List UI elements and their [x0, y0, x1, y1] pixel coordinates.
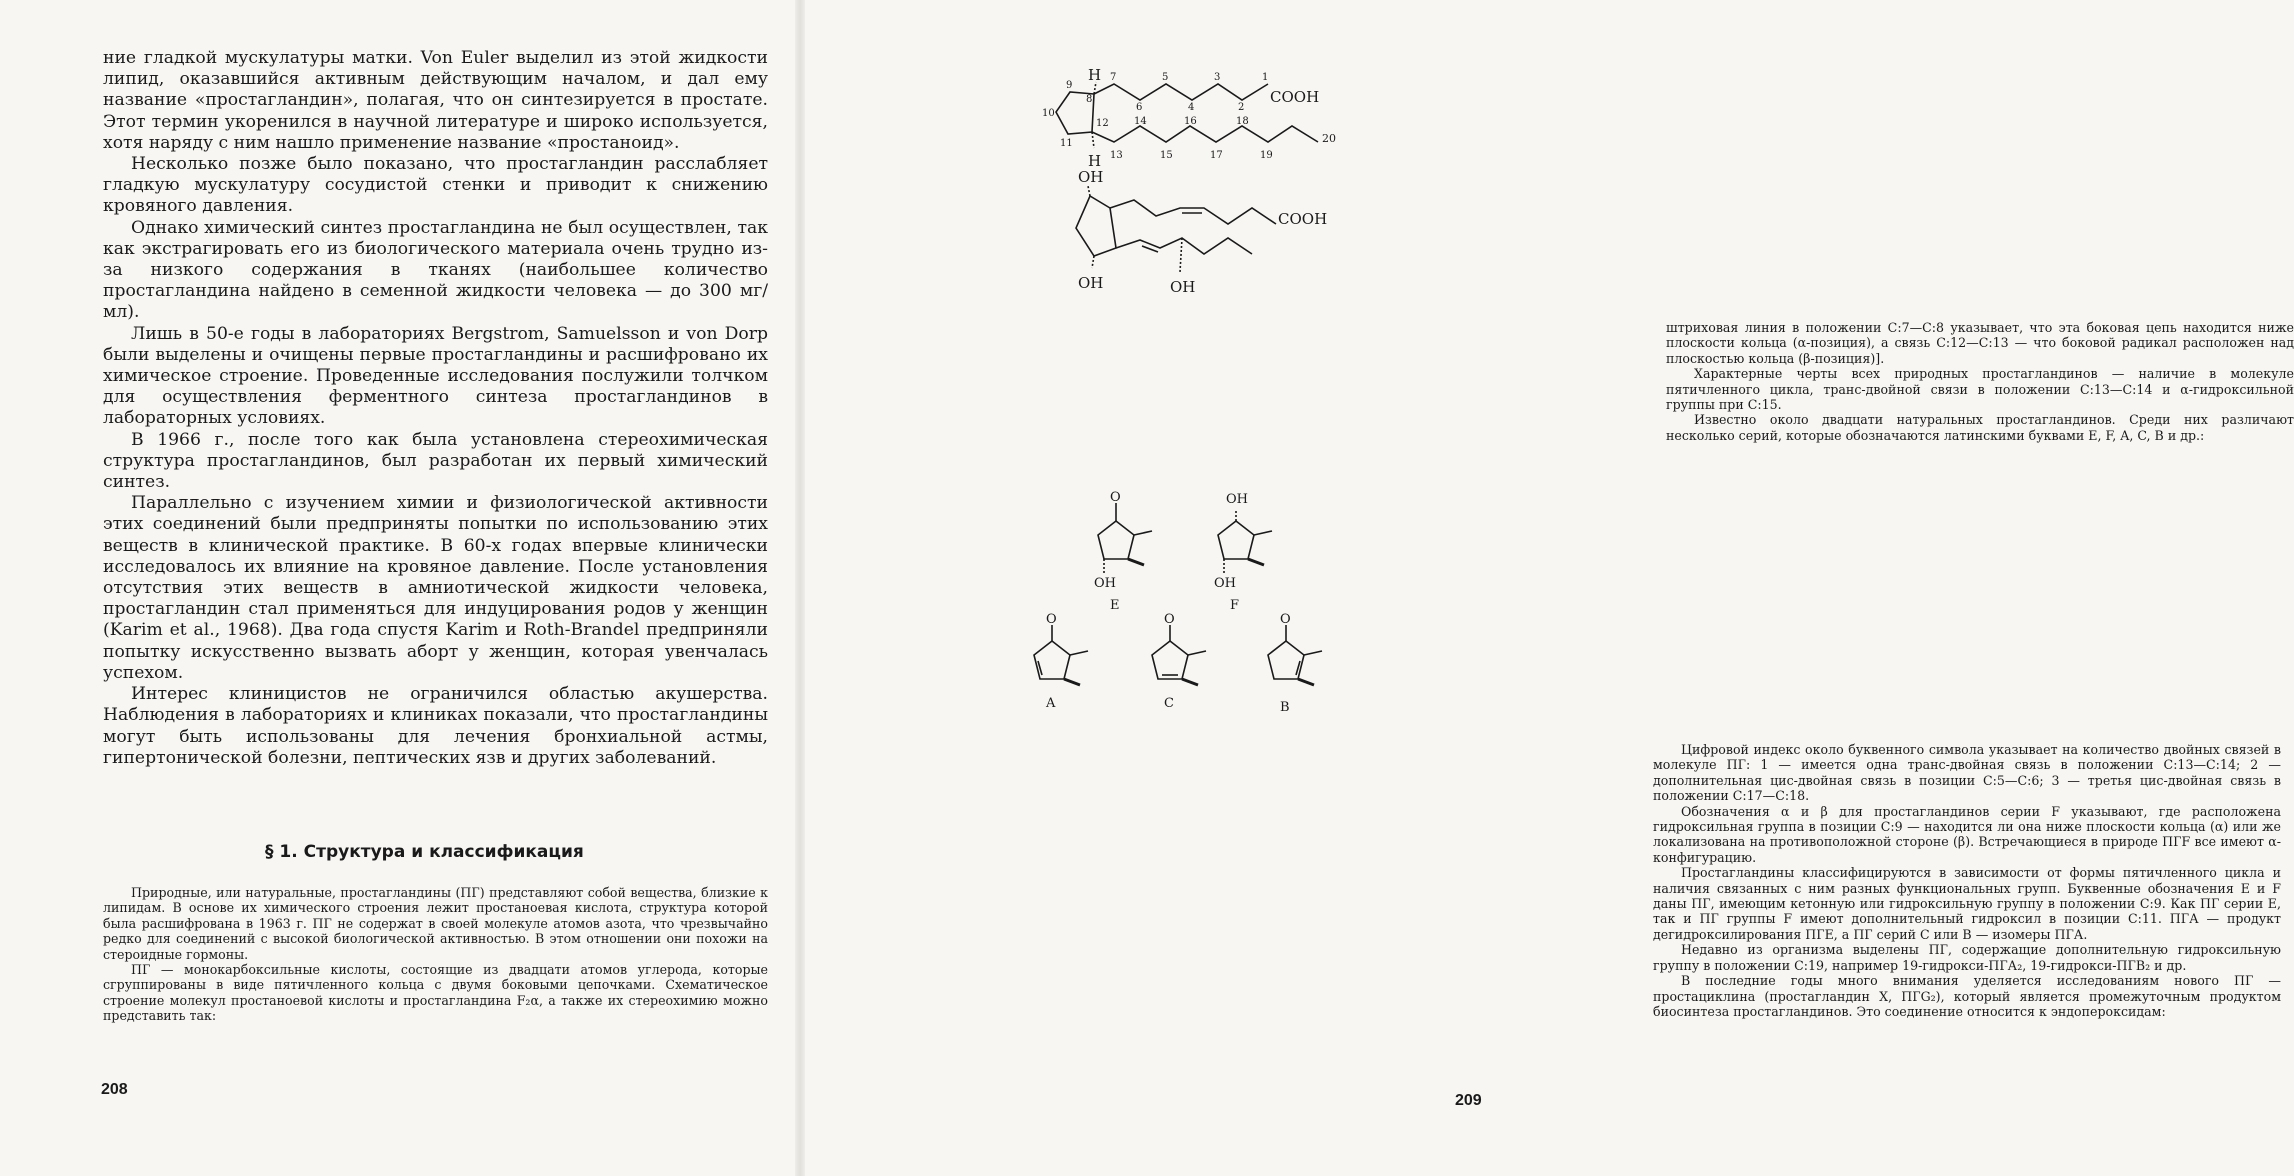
- atom-10: 10: [1042, 108, 1055, 119]
- atom-13: 13: [1110, 150, 1123, 161]
- paragraph-dashed-line: штриховая линия в положении С:7—С:8 указывает, что эта боковая цепь находится ниже плоскости кольца (α-позиция), а связь С:12—С:13 — что боковой радикал расположен над плоскостью кольца (β-позиция)].: [1666, 320, 2294, 366]
- right-page: [800, 0, 2294, 1176]
- paragraph-3: Однако химический синтез простагландина не был осуществлен, так как экстрагировать его из биологического материала очень трудно из-за низкого содержания в тканях (наибольшее количество простагландина найдено в семенной жидкости человека — до 300 мг/мл).: [103, 217, 768, 323]
- text-block-top: [1666, 320, 2294, 443]
- atom-15: 15: [1160, 150, 1173, 161]
- atom-6: 6: [1136, 102, 1143, 113]
- atom-20: 20: [1322, 132, 1336, 145]
- paragraph-features: Характерные черты всех природных простагландинов — наличие в молекуле пятичленного цикла, транс-двойной связи в положении С:13—С:14 и α-гидроксильной группы при С:15.: [1666, 366, 2294, 413]
- atom-4: 4: [1188, 102, 1195, 113]
- atom-19: 19: [1260, 150, 1273, 161]
- paragraph-index: Цифровой индекс около буквенного символа указывает на количество двойных связей в молекуле ПГ: 1 — имеется одна транс-двойная связь в положении С:13—С:14; 2 — дополнительная цис-двойная связь в позиции С:5—С:6; 3 — третья цис-двойная связь в положении С:17—С:18.: [1653, 742, 2281, 804]
- atom-11: 11: [1060, 138, 1073, 149]
- pgf2a-structure: [1030, 168, 1550, 298]
- oh-label-1: OH: [1078, 168, 1104, 186]
- prostaglandin-series-diagram: [1010, 485, 1370, 725]
- paragraph-1: ние гладкой мускулатуры матки. Von Euler выделил из этой жидкости липид, оказавшийся активным действующим началом, и дал ему название «простагландин», полагая, что он синтезируется в простате. Этот термин укоренился в научной литературе и широко используется, хотя наряду с ним нашло применение название «простаноид».: [103, 48, 768, 153]
- atom-14: 14: [1134, 116, 1147, 127]
- paragraph-19-hydroxy: Недавно из организма выделены ПГ, содержащие дополнительную гидроксильную группу в положении С:19, например 19-гидрокси-ПГА₂, 19-гидрокси-ПГВ₂ и др.: [1653, 942, 2281, 973]
- oh-label-e: OH: [1094, 576, 1116, 591]
- o-label-c: O: [1164, 612, 1175, 627]
- oh-label-3: OH: [1170, 278, 1196, 296]
- atom-1: 1: [1262, 72, 1269, 83]
- paragraph-alpha-beta: Обозначения α и β для простагландинов серии F указывают, где расположена гидроксильная группа в позиции С:9 — находится ли она ниже плоскости кольца (α) или же локализована на противоположной стороне (β). Встречающиеся в природе ПГF все имеют α-конфигурацию.: [1653, 803, 2281, 865]
- series-f-label: F: [1230, 598, 1240, 613]
- o-label-e: O: [1110, 490, 1121, 505]
- atom-9: 9: [1066, 80, 1073, 91]
- series-e-label: E: [1110, 598, 1120, 613]
- paragraph-6: Параллельно с изучением химии и физиологической активности этих соединений были предприняты попытки по использованию этих веществ в клинической практике. В 60-х годах впервые клинически исследовалось их влияние на кровяное давление. После установления отсутствия этих веществ в амниотической жидкости человека, простагландин стал применяться для индуцирования родов у женщин (Karim et al., 1968). Два года спустя Karim и Roth-Brandel предприняли попытку искусственно вызвать аборт у женщин, которая увенчалась успехом.: [103, 493, 768, 683]
- small-text-left: [103, 885, 768, 1024]
- atom-5: 5: [1162, 72, 1169, 83]
- page-number-left: 208: [101, 1081, 128, 1098]
- oh-label-f-top: OH: [1226, 492, 1248, 507]
- o-label-a: O: [1046, 612, 1057, 627]
- atom-8: 8: [1086, 94, 1093, 105]
- cooh-label-1: COOH: [1270, 88, 1320, 106]
- small-paragraph-1: Природные, или натуральные, простагландины (ПГ) представляют собой вещества, близкие к липидам. В основе их химического строения лежит простаноевая кислота, структура которой была расшифрована в 1963 г. ПГ не содержат в своей молекуле атомов азота, что чрезвычайно редко для соединений с высокой биологической активностью. В этом отношении они похожи на стероидные гормоны.: [103, 885, 768, 962]
- o-label-b: O: [1280, 612, 1291, 627]
- page-number-right: 209: [1455, 1092, 1482, 1109]
- paragraph-4: Лишь в 50-е годы в лабораториях Bergstrom, Samuelsson и von Dorp были выделены и очищены первые простагландины и расшифровано их химическое строение. Проведенные исследования послужили толчком для осуществления ферментного синтеза простагландинов в лабораторных условиях.: [103, 323, 768, 429]
- atom-18: 18: [1236, 116, 1249, 127]
- paragraph-7: Интерес клиницистов не ограничился областью акушерства. Наблюдения в лабораториях и клиниках показали, что простагландины могут быть использованы для лечения бронхиальной астмы, гипертонической болезни, пептических язв и других заболеваний.: [103, 684, 768, 768]
- atom-12: 12: [1096, 118, 1109, 129]
- small-paragraph-2: ПГ — монокарбоксильные кислоты, состоящие из двадцати атомов углерода, которые сгруппированы в виде пятичленного кольца с двумя боковыми цепочками. Схематическое строение молекул простаноевой кислоты и простагландина F₂α, а также их стереохимию можно представить так:: [103, 962, 768, 1024]
- main-text: [103, 48, 768, 769]
- paragraph-2: Несколько позже было показано, что простагландин расслабляет гладкую мускулатуру сосудистой стенки и приводит к снижению кровяного давления.: [103, 154, 768, 217]
- h-bottom: H: [1088, 152, 1102, 170]
- atom-16: 16: [1184, 116, 1197, 127]
- prostanoic-acid-structure: [1030, 62, 1550, 172]
- atom-17: 17: [1210, 150, 1223, 161]
- series-c-label: C: [1164, 696, 1174, 711]
- series-b-label: B: [1280, 700, 1290, 715]
- atom-7: 7: [1110, 72, 1117, 83]
- paragraph-prostacyclin: В последние годы много внимания уделяется исследованиям нового ПГ — простациклина (простагландин Х, ПГG₂), который является промежуточным продуктом биосинтеза простагландинов. Это соединение относится к эндопероксидам:: [1653, 973, 2281, 1019]
- text-block-bottom: [1653, 742, 2281, 1019]
- atom-2: 2: [1238, 102, 1245, 113]
- h-top: H: [1088, 66, 1102, 84]
- paragraph-5: В 1966 г., после того как была установлена стереохимическая структура простагландинов, был разработан их первый химический синтез.: [103, 429, 768, 493]
- oh-label-f-bottom: OH: [1214, 576, 1236, 591]
- cooh-label-2: COOH: [1278, 210, 1328, 228]
- left-page: [0, 0, 800, 1176]
- paragraph-classification: Простагландины классифицируются в зависимости от формы пятичленного цикла и наличия связанных с ним разных функциональных групп. Буквенные обозначения E и F даны ПГ, имеющим кетонную или гидроксильную группу в положении С:9. Как ПГ серии E, так и ПГ группы F имеют дополнительный гидроксил в позиции С:11. ПГА — продукт дегидроксилирования ПГЕ, а ПГ серий С или В — изомеры ПГА.: [1653, 865, 2281, 942]
- atom-3: 3: [1214, 72, 1221, 83]
- oh-label-2: OH: [1078, 274, 1104, 292]
- paragraph-series: Известно около двадцати натуральных простагландинов. Среди них различают несколько серий, которые обозначаются латинскими буквами E, F, A, C, B и др.:: [1666, 412, 2294, 443]
- series-a-label: A: [1046, 696, 1056, 711]
- section-heading: § 1. Структура и классификация: [265, 842, 584, 862]
